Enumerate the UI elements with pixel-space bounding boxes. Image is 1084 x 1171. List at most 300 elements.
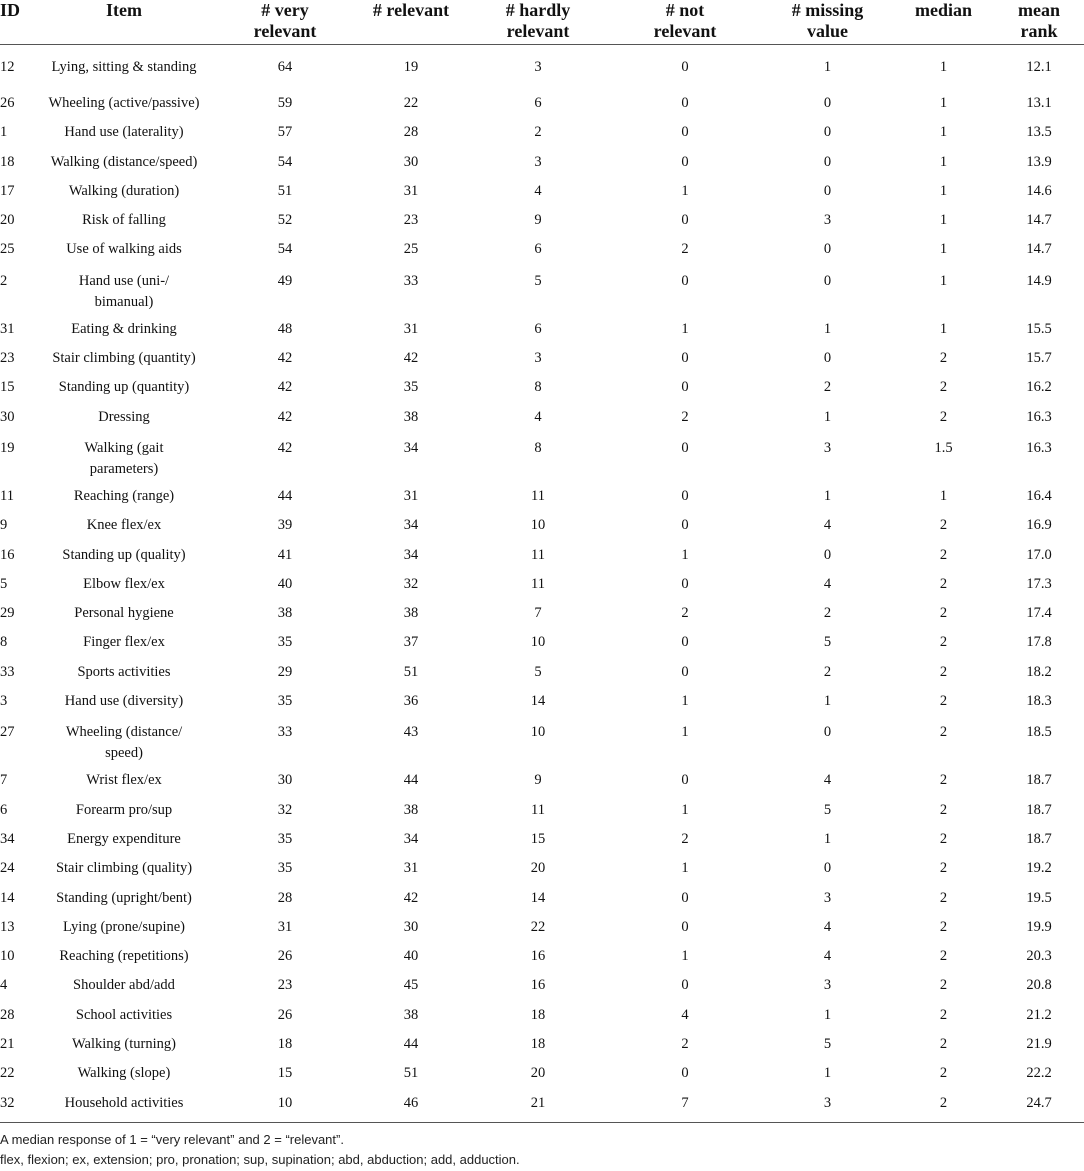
cell-median: 2 xyxy=(939,801,948,818)
cell-very-relevant: 42 xyxy=(277,350,293,367)
cell-not-relevant: 0 xyxy=(681,124,689,141)
cell-missing-value: 1 xyxy=(823,1006,832,1023)
cell-not-relevant: 4 xyxy=(681,1006,689,1023)
cell-relevant: 34 xyxy=(403,439,419,456)
cell-id: 31 xyxy=(0,320,15,337)
table-row xyxy=(0,44,1084,88)
cell-mean-rank: 14.7 xyxy=(1026,212,1052,229)
cell-mean-rank: 18.2 xyxy=(1026,663,1052,680)
table-row xyxy=(0,510,1084,539)
cell-very-relevant: 54 xyxy=(277,153,293,170)
cell-not-relevant: 2 xyxy=(681,241,689,258)
cell-mean-rank: 19.2 xyxy=(1026,860,1052,877)
cell-relevant: 22 xyxy=(403,95,419,111)
cell-not-relevant: 1 xyxy=(681,724,689,741)
table-row xyxy=(0,1088,1084,1123)
cell-item: Lying (prone/supine) xyxy=(62,918,186,935)
cell-id: 12 xyxy=(0,58,15,75)
cell-missing-value: 0 xyxy=(823,350,832,367)
cell-relevant: 36 xyxy=(403,693,419,710)
cell-relevant: 19 xyxy=(403,58,419,75)
cell-item: Personal hygiene xyxy=(74,605,174,622)
cell-hardly-relevant: 6 xyxy=(534,241,542,258)
cell-very-relevant: 42 xyxy=(277,408,293,425)
cell-hardly-relevant: 6 xyxy=(534,320,542,337)
cell-relevant: 34 xyxy=(403,830,419,847)
cell-hardly-relevant: 9 xyxy=(534,212,542,229)
cell-relevant: 38 xyxy=(403,605,419,622)
cell-hardly-relevant: 16 xyxy=(530,948,546,965)
cell-item: Sports activities xyxy=(77,663,171,680)
cell-median: 2 xyxy=(939,1006,948,1023)
table-row xyxy=(0,627,1084,656)
table-row xyxy=(0,372,1084,401)
cell-mean-rank: 13.1 xyxy=(1026,95,1052,111)
cell-item: Walking (distance/speed) xyxy=(50,153,198,170)
cell-id: 27 xyxy=(0,724,15,741)
cell-relevant: 31 xyxy=(403,487,419,504)
table-row xyxy=(0,234,1084,263)
cell-relevant: 44 xyxy=(403,772,419,789)
table-row xyxy=(0,402,1084,431)
cell-very-relevant: 40 xyxy=(277,575,293,592)
cell-mean-rank: 19.9 xyxy=(1026,918,1052,935)
cell-not-relevant: 0 xyxy=(681,379,689,396)
cell-id: 24 xyxy=(0,860,15,877)
cell-not-relevant: 0 xyxy=(681,95,689,111)
cell-item: School activities xyxy=(75,1006,173,1023)
cell-id: 23 xyxy=(0,350,15,367)
cell-median: 2 xyxy=(939,379,948,396)
cell-not-relevant: 0 xyxy=(681,153,689,170)
column-header-line: value xyxy=(806,21,848,41)
table-row xyxy=(0,970,1084,999)
cell-id: 17 xyxy=(0,182,15,199)
cell-median: 1 xyxy=(939,153,948,170)
cell-mean-rank: 17.0 xyxy=(1026,546,1052,563)
cell-median: 1 xyxy=(939,272,948,289)
cell-id: 18 xyxy=(0,153,15,170)
cell-id: 13 xyxy=(0,918,15,935)
table-row xyxy=(0,343,1084,372)
cell-not-relevant: 2 xyxy=(681,830,689,847)
column-header-line: # missing xyxy=(791,0,864,20)
cell-relevant: 32 xyxy=(403,575,419,592)
table-row xyxy=(0,853,1084,882)
cell-median: 1 xyxy=(939,95,948,111)
cell-median: 2 xyxy=(939,517,948,534)
cell-mean-rank: 22.2 xyxy=(1026,1065,1052,1082)
cell-hardly-relevant: 11 xyxy=(531,801,545,818)
cell-median: 2 xyxy=(939,977,948,994)
cell-median: 2 xyxy=(893,1088,994,1123)
table-row xyxy=(0,569,1084,598)
cell-missing-value: 0 xyxy=(823,182,832,199)
cell-id: 7 xyxy=(0,772,8,789)
cell-very-relevant: 35 xyxy=(277,634,293,651)
table-row xyxy=(0,941,1084,970)
table-header xyxy=(0,0,1084,44)
cell-missing-value: 3 xyxy=(823,889,832,906)
cell-mean-rank: 12.1 xyxy=(1026,58,1052,75)
cell-missing-value: 0 xyxy=(823,124,832,141)
cell-very-relevant: 10 xyxy=(216,1088,354,1123)
cell-hardly-relevant: 3 xyxy=(534,153,542,170)
cell-relevant: 38 xyxy=(403,408,419,425)
cell-item: Walking (duration) xyxy=(68,182,180,199)
table-row xyxy=(0,1000,1084,1029)
cell-mean-rank: 13.5 xyxy=(1026,124,1052,141)
cell-item: Knee flex/ex xyxy=(86,517,162,534)
cell-very-relevant: 35 xyxy=(277,693,293,710)
cell-missing-value: 2 xyxy=(823,663,832,680)
cell-relevant: 30 xyxy=(403,918,419,935)
cell-item: Walking (gait parameters) xyxy=(84,439,164,477)
cell-item: Standing (upright/bent) xyxy=(56,889,192,906)
column-header-line: relevant xyxy=(506,21,570,41)
cell-id: 30 xyxy=(0,408,15,425)
cell-not-relevant: 0 xyxy=(681,439,689,456)
cell-not-relevant: 0 xyxy=(681,1065,689,1082)
column-header-missing-value xyxy=(762,0,893,44)
cell-median: 1 xyxy=(939,320,948,337)
cell-item: Reaching (repetitions) xyxy=(59,948,189,965)
cell-id: 14 xyxy=(0,889,15,906)
column-header-very-relevant xyxy=(216,0,354,44)
cell-id: 21 xyxy=(0,1036,15,1053)
column-header-line: # hardly xyxy=(505,0,571,20)
cell-missing-value: 1 xyxy=(823,408,832,425)
cell-median: 1 xyxy=(939,487,948,504)
cell-id: 15 xyxy=(0,379,15,396)
cell-item: Standing up (quality) xyxy=(62,546,186,563)
cell-relevant: 23 xyxy=(403,212,419,229)
cell-not-relevant: 1 xyxy=(681,948,689,965)
cell-hardly-relevant: 21 xyxy=(468,1088,608,1123)
cell-mean-rank: 18.3 xyxy=(1026,693,1052,710)
cell-very-relevant: 33 xyxy=(277,724,293,741)
column-header-line: # very xyxy=(261,0,309,20)
cell-id: 22 xyxy=(0,1065,15,1082)
cell-item: Wheeling (active/passive) xyxy=(48,95,200,111)
table-row xyxy=(0,540,1084,569)
cell-median: 2 xyxy=(939,575,948,592)
footnote-abbreviations: flex, flexion; ex, extension; pro, pronation; sup, supination; abd, abduction; add, adduction. xyxy=(0,1152,520,1167)
cell-missing-value: 0 xyxy=(823,724,832,741)
cell-relevant: 44 xyxy=(403,1036,419,1053)
cell-missing-value: 4 xyxy=(823,948,832,965)
table-row xyxy=(0,715,1084,765)
cell-item: Hand use (diversity) xyxy=(64,693,184,710)
cell-not-relevant: 0 xyxy=(681,58,689,75)
cell-missing-value: 1 xyxy=(823,693,832,710)
cell-relevant: 38 xyxy=(403,801,419,818)
cell-not-relevant: 0 xyxy=(681,918,689,935)
cell-missing-value: 1 xyxy=(823,1065,832,1082)
column-header-relevant xyxy=(354,0,468,44)
cell-very-relevant: 35 xyxy=(277,860,293,877)
table-footnotes xyxy=(0,1130,520,1170)
column-header-line: # relevant xyxy=(372,0,450,20)
cell-hardly-relevant: 15 xyxy=(530,830,546,847)
cell-mean-rank: 21.9 xyxy=(1026,1036,1052,1053)
cell-id: 11 xyxy=(0,487,14,504)
cell-very-relevant: 44 xyxy=(277,487,293,504)
cell-missing-value: 3 xyxy=(823,439,832,456)
cell-median: 1.5 xyxy=(934,439,953,456)
cell-not-relevant: 0 xyxy=(681,663,689,680)
table-body xyxy=(0,44,1084,1123)
cell-missing-value: 1 xyxy=(823,487,832,504)
cell-hardly-relevant: 8 xyxy=(534,379,542,396)
cell-hardly-relevant: 11 xyxy=(531,546,545,563)
column-header-line: relevant xyxy=(653,21,717,41)
cell-item: Energy expenditure xyxy=(67,830,181,847)
cell-item: Shoulder abd/add xyxy=(73,977,175,994)
cell-not-relevant: 0 xyxy=(681,977,689,994)
table-row xyxy=(0,795,1084,824)
cell-not-relevant: 0 xyxy=(681,772,689,789)
cell-missing-value: 1 xyxy=(823,58,832,75)
column-header-line: # not xyxy=(665,0,705,20)
cell-median: 2 xyxy=(939,693,948,710)
cell-median: 1 xyxy=(939,212,948,229)
cell-mean-rank: 15.7 xyxy=(1026,350,1052,367)
cell-very-relevant: 64 xyxy=(277,58,293,75)
cell-not-relevant: 1 xyxy=(681,182,689,199)
cell-median: 2 xyxy=(939,1036,948,1053)
cell-very-relevant: 29 xyxy=(277,663,293,680)
table-row xyxy=(0,481,1084,510)
cell-missing-value: 0 xyxy=(823,272,832,289)
cell-relevant: 42 xyxy=(403,889,419,906)
cell-median: 1 xyxy=(939,58,948,75)
cell-not-relevant: 1 xyxy=(681,801,689,818)
column-header-line: ID xyxy=(0,0,21,20)
column-header-not-relevant xyxy=(608,0,762,44)
cell-hardly-relevant: 4 xyxy=(534,408,542,425)
cell-item: Stair climbing (quality) xyxy=(55,860,193,877)
cell-hardly-relevant: 6 xyxy=(534,95,542,111)
table-row xyxy=(0,765,1084,794)
cell-id: 8 xyxy=(0,634,8,651)
cell-missing-value: 0 xyxy=(823,860,832,877)
cell-id: 10 xyxy=(0,948,15,965)
cell-mean-rank: 15.5 xyxy=(1026,320,1052,337)
column-header-line: Item xyxy=(106,0,142,20)
cell-hardly-relevant: 8 xyxy=(534,439,542,456)
cell-very-relevant: 52 xyxy=(277,212,293,229)
cell-very-relevant: 35 xyxy=(277,830,293,847)
cell-hardly-relevant: 10 xyxy=(530,517,546,534)
cell-very-relevant: 30 xyxy=(277,772,293,789)
cell-hardly-relevant: 9 xyxy=(534,772,542,789)
cell-not-relevant: 2 xyxy=(681,1036,689,1053)
cell-relevant: 28 xyxy=(403,124,419,141)
cell-hardly-relevant: 14 xyxy=(530,693,546,710)
cell-median: 2 xyxy=(939,1065,948,1082)
cell-not-relevant: 0 xyxy=(681,517,689,534)
table-row xyxy=(0,176,1084,205)
cell-hardly-relevant: 3 xyxy=(534,350,542,367)
cell-very-relevant: 28 xyxy=(277,889,293,906)
cell-very-relevant: 54 xyxy=(277,241,293,258)
cell-mean-rank: 18.7 xyxy=(1026,830,1052,847)
cell-median: 2 xyxy=(939,408,948,425)
cell-hardly-relevant: 3 xyxy=(534,58,542,75)
table-row xyxy=(0,314,1084,343)
column-header-median xyxy=(893,0,994,44)
cell-not-relevant: 0 xyxy=(681,350,689,367)
cell-median: 1 xyxy=(939,241,948,258)
footnote-median: A median response of 1 = “very relevant” and 2 = “relevant”. xyxy=(0,1132,344,1147)
cell-very-relevant: 32 xyxy=(277,801,293,818)
cell-mean-rank: 18.7 xyxy=(1026,772,1052,789)
cell-median: 2 xyxy=(939,634,948,651)
cell-not-relevant: 0 xyxy=(681,575,689,592)
cell-median: 2 xyxy=(939,663,948,680)
cell-not-relevant: 0 xyxy=(681,272,689,289)
cell-not-relevant: 0 xyxy=(681,212,689,229)
cell-relevant: 31 xyxy=(403,860,419,877)
cell-id: 20 xyxy=(0,212,15,229)
cell-missing-value: 4 xyxy=(823,918,832,935)
cell-relevant: 38 xyxy=(403,1006,419,1023)
cell-id: 1 xyxy=(0,124,8,141)
cell-item: Wrist flex/ex xyxy=(86,772,162,789)
cell-hardly-relevant: 2 xyxy=(534,124,542,141)
cell-item: Wheeling (distance/ speed) xyxy=(65,724,183,762)
cell-very-relevant: 15 xyxy=(277,1065,293,1082)
cell-relevant: 46 xyxy=(354,1088,468,1123)
cell-missing-value: 2 xyxy=(823,379,832,396)
cell-hardly-relevant: 22 xyxy=(530,918,546,935)
cell-mean-rank: 17.3 xyxy=(1026,575,1052,592)
cell-hardly-relevant: 11 xyxy=(531,487,545,504)
cell-relevant: 45 xyxy=(403,977,419,994)
cell-id: 9 xyxy=(0,517,8,534)
column-header-item xyxy=(32,0,216,44)
cell-median: 2 xyxy=(939,350,948,367)
cell-item: Forearm pro/sup xyxy=(75,801,173,818)
cell-missing-value: 1 xyxy=(823,320,832,337)
cell-id: 25 xyxy=(0,241,15,258)
cell-hardly-relevant: 14 xyxy=(530,889,546,906)
cell-item: Stair climbing (quantity) xyxy=(52,350,196,367)
cell-id: 28 xyxy=(0,1006,15,1023)
cell-very-relevant: 23 xyxy=(277,977,293,994)
cell-id: 6 xyxy=(0,801,8,818)
cell-missing-value: 0 xyxy=(823,95,832,111)
cell-missing-value: 0 xyxy=(823,546,832,563)
cell-median: 2 xyxy=(939,724,948,741)
cell-very-relevant: 42 xyxy=(277,379,293,396)
cell-very-relevant: 18 xyxy=(277,1036,293,1053)
table-row xyxy=(0,88,1084,117)
cell-relevant: 31 xyxy=(403,182,419,199)
cell-missing-value: 5 xyxy=(823,634,832,651)
cell-median: 1 xyxy=(939,182,948,199)
cell-item: Hand use (uni-/ bimanual) xyxy=(78,272,170,310)
cell-mean-rank: 20.8 xyxy=(1026,977,1052,994)
column-header-hardly-relevant xyxy=(468,0,608,44)
cell-missing-value: 4 xyxy=(823,575,832,592)
cell-item: Standing up (quantity) xyxy=(58,379,190,396)
cell-very-relevant: 26 xyxy=(277,1006,293,1023)
cell-median: 2 xyxy=(939,860,948,877)
cell-very-relevant: 49 xyxy=(277,272,293,289)
cell-relevant: 40 xyxy=(403,948,419,965)
column-header-line: rank xyxy=(1020,21,1058,41)
cell-item: Eating & drinking xyxy=(71,320,177,337)
cell-item: Lying, sitting & standing xyxy=(51,58,197,75)
column-header-line: mean xyxy=(1018,0,1060,20)
table-row xyxy=(0,686,1084,715)
cell-not-relevant: 0 xyxy=(681,634,689,651)
table-row xyxy=(0,205,1084,234)
cell-mean-rank: 13.9 xyxy=(1026,153,1052,170)
table-row xyxy=(0,431,1084,481)
cell-mean-rank: 19.5 xyxy=(1026,889,1052,906)
cell-mean-rank: 16.4 xyxy=(1026,487,1052,504)
table-row xyxy=(0,1058,1084,1087)
cell-relevant: 51 xyxy=(403,1065,419,1082)
cell-hardly-relevant: 18 xyxy=(530,1006,546,1023)
cell-very-relevant: 26 xyxy=(277,948,293,965)
cell-relevant: 37 xyxy=(403,634,419,651)
cell-relevant: 34 xyxy=(403,546,419,563)
cell-missing-value: 0 xyxy=(823,241,832,258)
cell-missing-value: 4 xyxy=(823,772,832,789)
cell-item: Finger flex/ex xyxy=(83,634,165,651)
cell-relevant: 42 xyxy=(403,350,419,367)
cell-mean-rank: 18.5 xyxy=(1026,724,1052,741)
cell-missing-value: 3 xyxy=(823,212,832,229)
cell-very-relevant: 59 xyxy=(277,95,293,111)
column-header-id xyxy=(0,0,32,44)
cell-mean-rank: 16.2 xyxy=(1026,379,1052,396)
table-row xyxy=(0,824,1084,853)
cell-id: 19 xyxy=(0,439,15,456)
cell-relevant: 35 xyxy=(403,379,419,396)
table-row xyxy=(0,1029,1084,1058)
cell-mean-rank: 14.6 xyxy=(1026,182,1052,199)
cell-median: 2 xyxy=(939,605,948,622)
cell-not-relevant: 0 xyxy=(681,889,689,906)
cell-very-relevant: 38 xyxy=(277,605,293,622)
cell-item: Walking (slope) xyxy=(77,1065,171,1082)
table-row xyxy=(0,657,1084,686)
cell-hardly-relevant: 4 xyxy=(534,182,542,199)
cell-id: 16 xyxy=(0,546,15,563)
cell-not-relevant: 0 xyxy=(681,487,689,504)
cell-item: Hand use (laterality) xyxy=(64,124,184,141)
cell-very-relevant: 42 xyxy=(277,439,293,456)
cell-median: 2 xyxy=(939,918,948,935)
cell-item: Risk of falling xyxy=(82,212,166,229)
cell-item: Dressing xyxy=(98,408,150,425)
cell-id: 33 xyxy=(0,663,15,680)
cell-not-relevant: 7 xyxy=(608,1088,762,1123)
cell-very-relevant: 51 xyxy=(277,182,293,199)
table-row xyxy=(0,117,1084,146)
cell-item: Walking (turning) xyxy=(72,1036,176,1053)
table-row xyxy=(0,147,1084,176)
cell-missing-value: 4 xyxy=(823,517,832,534)
cell-hardly-relevant: 10 xyxy=(530,634,546,651)
cell-mean-rank: 17.4 xyxy=(1026,605,1052,622)
cell-median: 2 xyxy=(939,546,948,563)
